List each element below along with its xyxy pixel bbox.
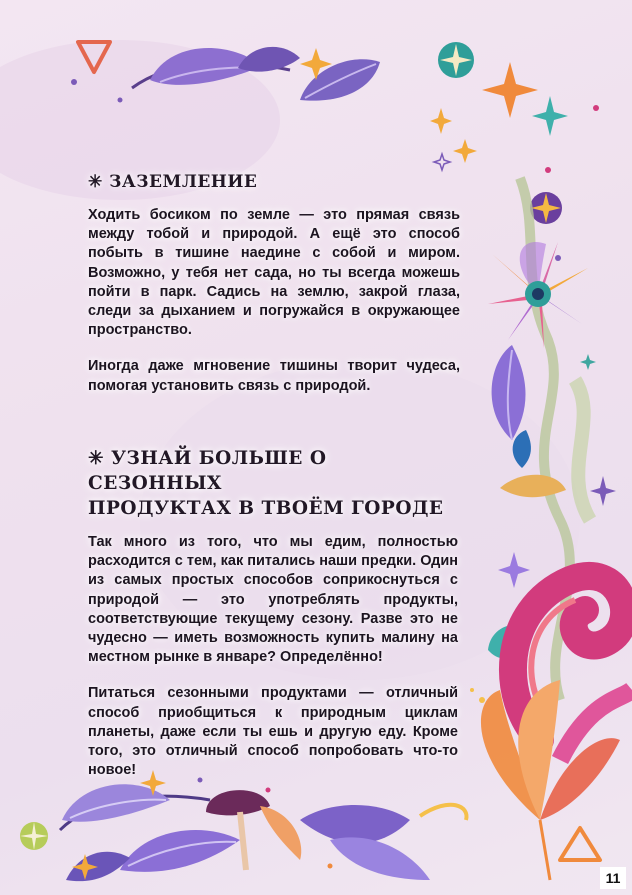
paragraph: Иногда даже мгновение тишины творит чудеса, помогая установить связь с природой. <box>88 358 460 394</box>
asterisk-icon: ✳ <box>88 172 103 192</box>
section-seasonal-products <box>88 446 458 780</box>
leaf-branch-bottom <box>20 770 467 881</box>
page-number: 11 <box>600 867 626 889</box>
star-badge-icon <box>438 42 474 78</box>
section-grounding <box>88 172 460 396</box>
paragraph: Ходить босиком по земле — это прямая связь между тобой и природой. А ещё это способ побыть в тишине наедине с собой и миром. Возможно, у тебя нет сада, но ты всегда можешь пойти в парк. Садись на землю, закрой глаза, следи за дыханием и погружайся в окружающее пространство. <box>88 207 460 339</box>
purple-star-badge-icon <box>530 192 562 224</box>
paragraph: Так много из того, что мы едим, полностью расходится с тем, как питались наши предки. Один из самых простых способов соприкоснуться с природой — это употреблять продукты, соответствующие текущему сезону. Разве это не чудесно — иметь возможность купить малину на местном рынке в январе? Определённо! <box>88 534 458 666</box>
section-heading <box>88 446 458 521</box>
asterisk-icon: ✳ <box>88 448 105 469</box>
section-title-line: ПРОДУКТАХ В ТВОЁМ ГОРОДЕ <box>88 498 444 519</box>
section-title-line: УЗНАЙ БОЛЬШЕ О СЕЗОННЫХ <box>88 448 327 494</box>
section-title: ЗАЗЕМЛЕНИЕ <box>109 172 258 192</box>
section-heading <box>88 172 460 192</box>
paragraph: Питаться сезонными продуктами — отличный способ приобщиться к природным циклам планеты, даже если ты ешь и другую еду. Кроме того, это отличный способ попробовать что-то новое! <box>88 685 458 779</box>
